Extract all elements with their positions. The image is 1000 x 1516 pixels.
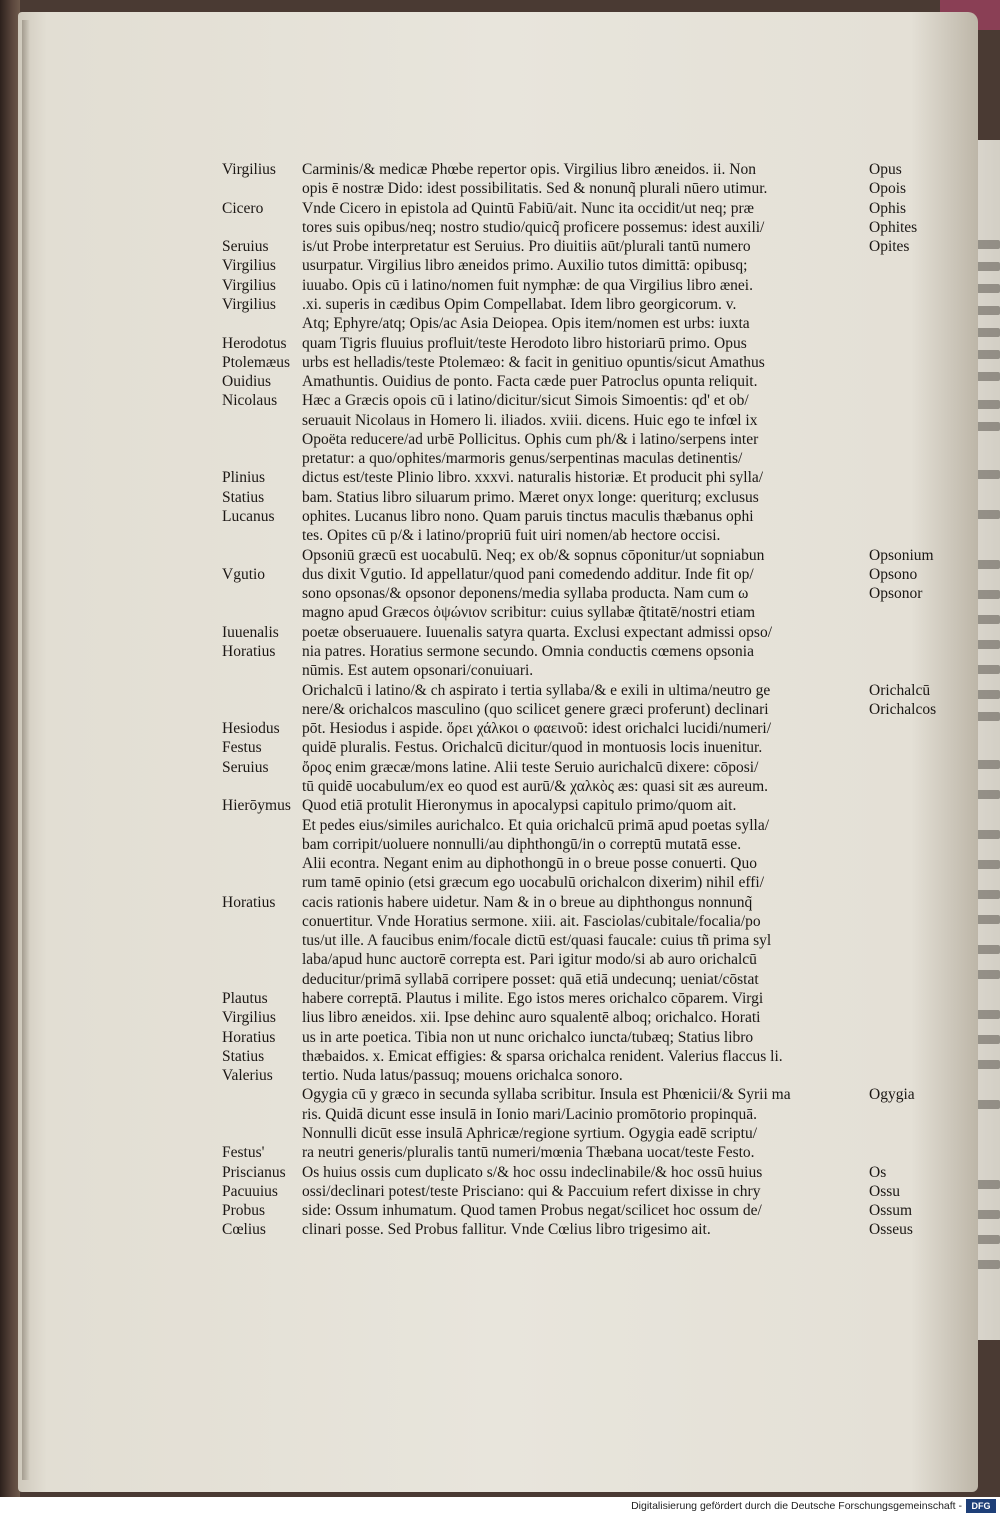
line-text: magno apud Græcos ὀψώνιον scribitur: cuius syllabæ q̃titatē/nostri etiam	[302, 604, 756, 622]
margin-headword: Orichalcos	[869, 700, 937, 718]
footer-bar	[0, 1497, 1000, 1516]
line-text: sono opsonas/& opsonor deponens/media syllaba producta. Nam cum ω	[302, 585, 749, 603]
text-line	[0, 719, 1000, 739]
line-text: laba/apud hunc auctorē correpta est. Pari igitur modo/si ab auro orichalcū	[302, 951, 757, 969]
margin-author-name: Horatius	[222, 643, 276, 660]
margin-author-name: Ptolemæus	[222, 353, 291, 371]
text-line	[0, 276, 1000, 296]
margin-author-name: Virgilius	[222, 161, 276, 178]
margin-author-name: Cœlius	[222, 1221, 266, 1239]
text-line	[0, 507, 1000, 527]
text-line	[0, 816, 1000, 836]
text-line	[0, 199, 1000, 219]
line-text: dictus est/teste Plinio libro. xxxvi. naturalis historiæ. Et producit phi sylla/	[302, 469, 764, 487]
line-text: Os huius ossis cum duplicato s/& hoc ossu indeclinabile/& hoc ossū huius	[302, 1163, 763, 1181]
text-line	[0, 777, 1000, 797]
text-line	[0, 758, 1000, 778]
margin-author-name: Statius	[222, 1047, 265, 1065]
text-line	[0, 796, 1000, 816]
text-line	[0, 237, 1000, 257]
line-text: bam. Statius libro siluarum primo. Mæret onyx longe: queriturq; exclusus	[302, 488, 759, 506]
line-text: Hæc a Græcis opois cū i latino/dicitur/sicut Simois Simoentis: qd' et ob/	[302, 392, 749, 410]
margin-author-name: Plinius	[222, 469, 266, 487]
margin-author-name: Valerius	[222, 1067, 273, 1085]
text-line	[0, 623, 1000, 643]
margin-headword: Opsono	[869, 565, 918, 583]
line-text: quam Tigris fluuius profluit/teste Herodoto libro historiarū primo. Opus	[302, 334, 747, 352]
text-line	[0, 1008, 1000, 1028]
margin-author-name: Lucanus	[222, 508, 275, 526]
line-text: clinari posse. Sed Probus fallitur. Vnde Cœlius libro trigesimo ait.	[302, 1221, 711, 1239]
text-line	[0, 526, 1000, 546]
text-line	[0, 353, 1000, 373]
text-line	[0, 314, 1000, 334]
line-text: Vnde Cicero in epistola ad Quintū Fabiū/ait. Nunc ita occidit/ut neq; præ	[302, 199, 754, 217]
text-line	[0, 1085, 1000, 1105]
text-line	[0, 950, 1000, 970]
text-line	[0, 391, 1000, 411]
line-text: .xi. superis in cædibus Opim Compellabat. Idem libro georgicorum. v.	[302, 295, 737, 313]
margin-author-name: Plautus	[222, 990, 268, 1008]
line-text: Amathuntis. Ouidius de ponto. Facta cæde puer Patroclus opunta reliquit.	[302, 373, 758, 391]
line-text: bam corripit/uoluere nonnulli/au diphthongū/in o correptū mutatā esse.	[302, 835, 742, 853]
margin-author-name: Cicero	[222, 199, 264, 217]
text-line	[0, 565, 1000, 585]
margin-author-name: Ouidius	[222, 373, 272, 391]
text-line	[0, 584, 1000, 604]
margin-author-name: Nicolaus	[222, 392, 278, 410]
text-line	[0, 835, 1000, 855]
text-line	[0, 873, 1000, 893]
margin-author-name: Vgutio	[222, 565, 266, 583]
text-line	[0, 603, 1000, 623]
text-line	[0, 372, 1000, 392]
line-text: poetæ obseruauere. Iuuenalis satyra quarta. Exclusi expectant admissi opso/	[302, 623, 773, 641]
line-text: ris. Quidā dicunt esse insulā in Ionio mari/Lacinio promōtorio propinquā.	[302, 1105, 758, 1123]
margin-author-name: Horatius	[222, 893, 276, 911]
text-line	[0, 893, 1000, 913]
margin-headword: Opus	[869, 161, 902, 178]
margin-author-name: Festus	[222, 739, 262, 757]
line-text: Orichalcū i latino/& ch aspirato i tertia syllaba/& e exili in ultima/neutro ge	[302, 681, 771, 699]
margin-headword: Osseus	[869, 1221, 913, 1239]
margin-headword: Opsonium	[869, 546, 934, 564]
line-text: pretatur: a quo/ophites/marmoris genus/serpentinas maculas detinentis/	[302, 450, 743, 468]
line-text: is/ut Probe interpretatur est Seruius. Pro diuitiis aūt/plurali tantū numero	[302, 238, 751, 256]
text-line	[0, 700, 1000, 720]
text-line	[0, 1220, 1000, 1240]
line-text: dus dixit Vgutio. Id appellatur/quod pani comedendo additur. Inde fit op/	[302, 565, 754, 583]
line-text: tertio. Nuda latus/passuq; mouens orichalca sonoro.	[302, 1067, 623, 1085]
line-text: Ogygia cū y græco in secunda syllaba scribitur. Insula est Phœnicii/& Syrii ma	[302, 1086, 791, 1104]
line-text: Quod etiā protulit Hieronymus in apocalypsi capitulo primo/quom ait.	[302, 797, 737, 815]
text-line	[0, 1105, 1000, 1125]
text-line	[0, 1047, 1000, 1067]
margin-author-name: Virgilius	[222, 257, 276, 275]
text-line	[0, 681, 1000, 701]
line-text: nere/& orichalcos masculino (quo scilicet genere græci proferunt) declinari	[302, 700, 769, 718]
line-text: ra neutri generis/pluralis tantū numeri/mœnia Thæbana uocat/teste Festo.	[302, 1144, 755, 1162]
line-text: Atq; Ephyre/atq; Opis/ac Asia Deiopea. Opis item/nomen est urbs: iuxta	[302, 315, 750, 333]
margin-author-name: Iuuenalis	[222, 623, 279, 641]
line-text: nūmis. Est autem opsonari/conuiuari.	[302, 662, 534, 680]
margin-author-name: Virgilius	[222, 295, 276, 313]
margin-author-name: Seruius	[222, 238, 269, 256]
margin-author-name: Probus	[222, 1202, 266, 1220]
line-text: tū quidē uocabulum/ex eo quod est aurū/& χαλκὸς æs: quasi sit æs aureum.	[302, 777, 769, 795]
text-line	[0, 1066, 1000, 1086]
funding-credit: Digitalisierung gefördert durch die Deutsche Forschungsgemeinschaft -	[631, 1500, 962, 1512]
text-line	[0, 546, 1000, 566]
margin-author-name: Statius	[222, 488, 265, 506]
margin-author-name: Hierōymus	[222, 797, 291, 815]
line-text: lius libro æneidos. xii. Ipse dehinc auro squalentē alboq; orichalco. Horati	[302, 1009, 761, 1027]
margin-headword: Orichalcū	[869, 681, 931, 699]
text-line	[0, 989, 1000, 1009]
text-line	[0, 642, 1000, 662]
text-line	[0, 430, 1000, 450]
text-line	[0, 179, 1000, 199]
line-text: ophites. Lucanus libro nono. Quam paruis tinctus maculis thæbanus ophi	[302, 508, 754, 526]
margin-author-name: Herodotus	[222, 334, 287, 352]
line-text: Opoëta reducere/ad urbē Pollicitus. Ophis cum ph/& i latino/serpens inter	[302, 430, 759, 448]
margin-author-name: Virgilius	[222, 276, 276, 294]
margin-author-name: Hesiodus	[222, 720, 280, 738]
line-text: cacis rationis habere uidetur. Nam & in o breue au diphthongus nonnunq̃	[302, 893, 753, 911]
line-text: urbs est helladis/teste Ptolemæo: & facit in genitiuo opuntis/sicut Amathus	[302, 353, 765, 371]
margin-headword: Ophites	[869, 218, 918, 236]
line-text: quidē pluralis. Festus. Orichalcū dicitur/quod in montuosis locis inuenitur.	[302, 739, 763, 757]
text-line	[0, 160, 1000, 180]
line-text: thæbaidos. x. Emicat effigies: & sparsa orichalca renident. Valerius flaccus li.	[302, 1047, 783, 1065]
margin-author-name: Priscianus	[222, 1163, 286, 1181]
line-text: Opsoniū græcū est uocabulū. Neq; ex ob/& sopnus cōponitur/ut sopniabun	[302, 546, 765, 564]
line-text: deducitur/primā syllabā corripere posset: quā etiā undecunq; ueniat/cōstat	[302, 970, 759, 988]
text-line	[0, 295, 1000, 315]
text-line	[0, 854, 1000, 874]
line-text: Carminis/& medicæ Phœbe repertor opis. Virgilius libro æneidos. ii. Non	[302, 161, 756, 178]
margin-headword: Ophis	[869, 199, 907, 217]
text-line	[0, 468, 1000, 488]
text-line	[0, 256, 1000, 276]
margin-headword: Ogygia	[869, 1086, 915, 1104]
line-text: side: Ossum inhumatum. Quod tamen Probus negat/scilicet hoc ossum de/	[302, 1202, 762, 1220]
text-line	[0, 931, 1000, 951]
margin-headword: Ossu	[869, 1182, 901, 1200]
text-line	[0, 1124, 1000, 1144]
line-text: seruauit Nicolaus in Homero li. iliados. xviii. dicens. Huic ego te infœl ix	[302, 411, 758, 429]
margin-author-name: Horatius	[222, 1028, 276, 1046]
margin-author-name: Pacuuius	[222, 1182, 278, 1200]
line-text: Nonnulli dicūt esse insulā Aphricæ/regione syrtium. Ogygia eadē scriptu/	[302, 1125, 758, 1142]
line-text: pōt. Hesiodus i aspide. ὅρει χάλκοι ο φαεινοῦ: idest orichalci lucidi/numeri/	[302, 720, 772, 738]
text-line	[0, 1182, 1000, 1202]
line-text: usurpatur. Virgilius libro æneidos primo. Auxilio tutos dimittā: opibusq;	[302, 257, 748, 275]
text-line	[0, 912, 1000, 932]
margin-author-name: Festus'	[222, 1144, 265, 1162]
line-text: tores suis opibus/neq; nostro studio/quicq̃ proficere possemus: idest auxili/	[302, 218, 765, 236]
text-line	[0, 970, 1000, 990]
text-line	[0, 1201, 1000, 1221]
text-line	[0, 218, 1000, 238]
line-text: ossi/declinari potest/teste Prisciano: qui & Paccuium refert dixisse in chry	[302, 1182, 761, 1200]
margin-author-name: Seruius	[222, 758, 269, 776]
margin-author-name: Virgilius	[222, 1009, 276, 1027]
line-text: Alii econtra. Negant enim au diphothongū in o breue posse conuerti. Quo	[302, 855, 757, 873]
text-line	[0, 1163, 1000, 1183]
margin-headword: Opites	[869, 238, 910, 256]
line-text: tus/ut ille. A faucibus enim/focale dictū est/quasi faucale: cuius tñ prima syl	[302, 932, 772, 950]
margin-headword: Os	[869, 1163, 887, 1181]
text-line	[0, 488, 1000, 508]
line-text: tes. Opites cū p/& i latino/propriū fuit uiri nomen/ab hectore occisi.	[302, 527, 721, 545]
line-text: rum tamē opinio (etsi græcum ego uocabulū orichalcon dixerim) nihil effi/	[302, 874, 765, 892]
text-line	[0, 334, 1000, 354]
margin-headword: Opsonor	[869, 585, 923, 603]
line-text: us in arte poetica. Tibia non ut nunc orichalco iuncta/tubæq; Statius libro	[302, 1028, 754, 1046]
line-text: opis ē nostræ Dido: idest possibilitatis. Sed & nonunq̃ plurali nūero utimur.	[302, 180, 768, 198]
line-text: Et pedes eius/similes aurichalco. Et quia orichalcū primā apud poetas sylla/	[302, 816, 770, 834]
dfg-logo: DFG	[966, 1499, 996, 1513]
text-line	[0, 411, 1000, 431]
margin-headword: Opois	[869, 180, 907, 198]
line-text: habere correptā. Plautus i milite. Ego istos meres orichalco cōparem. Virgi	[302, 990, 764, 1008]
margin-headword: Ossum	[869, 1202, 913, 1220]
line-text: iuuabo. Opis cū i latino/nomen fuit nymphæ: de qua Virgilius libro ænei.	[302, 276, 753, 294]
text-line	[0, 1028, 1000, 1048]
text-line	[0, 449, 1000, 469]
line-text: nia patres. Horatius sermone secundo. Omnia conductis cœmens opsonia	[302, 643, 754, 660]
text-line	[0, 1143, 1000, 1163]
text-line	[0, 738, 1000, 758]
line-text: ὄρος enim græcæ/mons latine. Alii teste Seruio aurichalcū dixere: cōposi/	[302, 758, 759, 776]
line-text: conuertitur. Vnde Horatius sermone. xiii. ait. Fasciolas/cubitale/focalia/po	[302, 912, 761, 930]
text-line	[0, 661, 1000, 681]
